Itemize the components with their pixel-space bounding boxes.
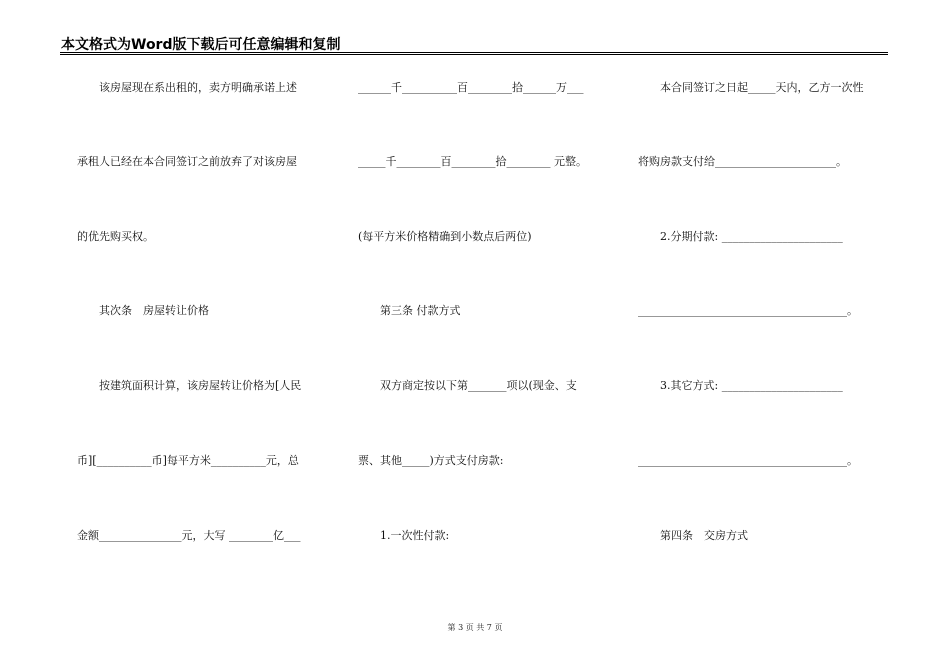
middle-line-7: 1.一次性付款: [358, 529, 450, 542]
right-line-3: 2.分期付款: ______________________ [638, 230, 843, 243]
left-line-5: 按建筑面积计算，该房屋转让价格为[人民 [77, 379, 302, 392]
middle-line-6: 票、其他_____)方式支付房款: [358, 454, 504, 467]
left-line-7: 金额_______________元，大写 ________亿___ [77, 529, 301, 542]
right-line-5: 3.其它方式: ______________________ [638, 379, 843, 392]
left-line-2: 承租人已经在本合同签订之前放弃了对该房屋 [77, 155, 297, 168]
left-line-6: 币][__________币]每平方米__________元，总 [77, 454, 299, 467]
header-rule-bottom [60, 54, 888, 55]
right-line-4: ______________________________________。 [638, 304, 858, 317]
left-line-4: 其次条 房屋转让价格 [77, 304, 209, 317]
middle-line-1: ______千__________百________拾______万___ [358, 81, 584, 94]
header-rule-top [60, 52, 888, 53]
right-line-7: 第四条 交房方式 [638, 529, 748, 542]
middle-line-5: 双方商定按以下第_______项以(现金、支 [358, 379, 577, 392]
left-line-1: 该房屋现在系出租的，卖方明确承诺上述 [77, 81, 297, 94]
right-line-1: 本合同签订之日起_____天内，乙方一次性 [638, 81, 864, 94]
page-number-footer: 第 3 页 共 7 页 [447, 623, 503, 632]
right-line-2: 将购房款支付给______________________。 [638, 155, 847, 168]
right-line-6: ______________________________________。 [638, 454, 858, 467]
middle-line-2: _____千________百________拾________ 元整。 [358, 155, 587, 168]
middle-line-4: 第三条 付款方式 [358, 304, 461, 317]
left-line-3: 的优先购买权。 [77, 230, 154, 243]
document-header-title: 本文格式为Word版下载后可任意编辑和复制 [61, 37, 341, 53]
middle-line-3: (每平方米价格精确到小数点后两位) [358, 230, 532, 243]
